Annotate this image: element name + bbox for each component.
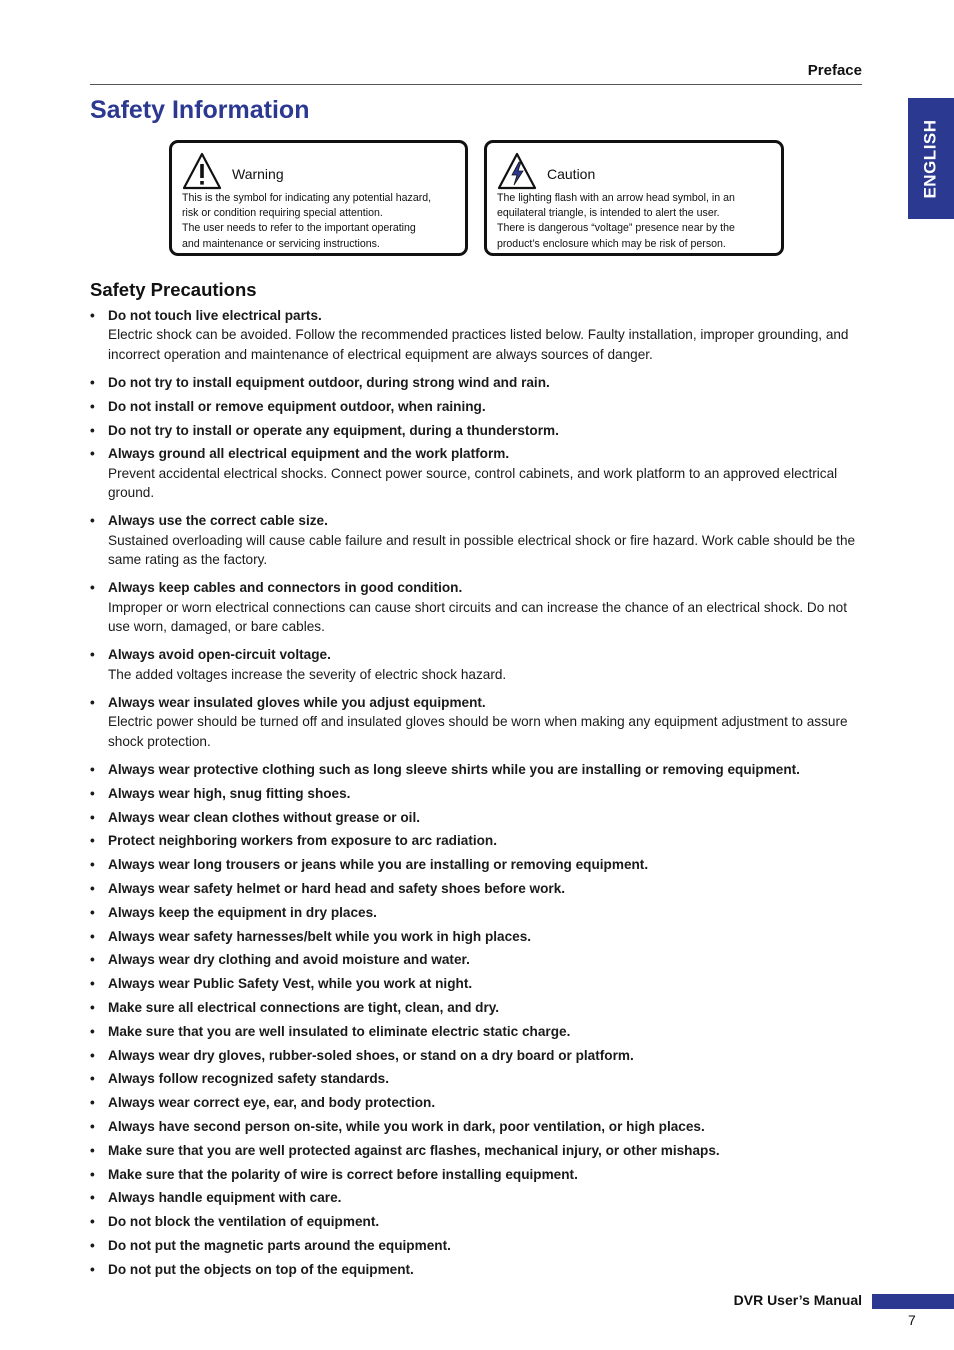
- precautions-list: [90, 306, 870, 1284]
- precaution-item: [90, 1236, 870, 1255]
- precaution-title: • Always wear dry clothing and avoid moisture and water.: [108, 952, 470, 968]
- warning-title: Warning: [232, 166, 284, 182]
- precaution-item: [90, 1046, 870, 1065]
- precaution-item: [90, 1141, 870, 1160]
- precaution-title: • Always keep the equipment in dry places.: [108, 904, 377, 920]
- precaution-item: [90, 760, 870, 779]
- precaution-item: [90, 974, 870, 993]
- precaution-description: The added voltages increase the severity of electric shock hazard.: [108, 666, 507, 682]
- precaution-item: [90, 1260, 870, 1279]
- precaution-title: • Protect neighboring workers from exposure to arc radiation.: [108, 833, 498, 849]
- precaution-title: • Make sure that the polarity of wire is correct before installing equipment.: [108, 1166, 578, 1182]
- precaution-description: Electric shock can be avoided. Follow the recommended practices listed below. Faulty installation, improper grounding, and incorrect operation and maintenance of electrical equipment are always sources of danger.: [108, 327, 849, 362]
- precaution-title: • Make sure that you are well protected against arc flashes, mechanical injury, or other mishaps.: [108, 1142, 720, 1158]
- precaution-title: • Always follow recognized safety standards.: [108, 1071, 390, 1087]
- precaution-title: • Always use the correct cable size.: [108, 513, 328, 529]
- precaution-description: Prevent accidental electrical shocks. Connect power source, control cabinets, and work platform to an approved electrical ground.: [108, 465, 838, 501]
- precaution-item: [90, 1069, 870, 1088]
- precaution-item: [90, 421, 870, 440]
- precaution-title: • Always wear safety helmet or hard head and safety shoes before work.: [108, 881, 566, 897]
- precaution-item: [90, 903, 870, 922]
- manual-title: DVR User’s Manual: [733, 1292, 862, 1308]
- precaution-item: [90, 1117, 870, 1136]
- precaution-item: [90, 511, 870, 569]
- page-title: Safety Information: [90, 96, 310, 124]
- precaution-title: • Do not try to install or operate any equipment, during a thunderstorm.: [108, 422, 559, 438]
- precaution-title: • Always wear dry gloves, rubber-soled shoes, or stand on a dry board or platform.: [108, 1047, 634, 1063]
- precaution-title: • Do not try to install equipment outdoor, during strong wind and rain.: [108, 375, 550, 391]
- header-section: [90, 62, 862, 85]
- precaution-item: [90, 950, 870, 969]
- precaution-title: • Always wear high, snug fitting shoes.: [108, 785, 351, 801]
- precaution-title: • Always handle equipment with care.: [108, 1190, 342, 1206]
- precaution-item: [90, 1093, 870, 1112]
- precaution-item: [90, 831, 870, 850]
- precaution-item: [90, 1165, 870, 1184]
- precaution-title: • Always ground all electrical equipment and the work platform.: [108, 446, 510, 462]
- precaution-item: [90, 1188, 870, 1207]
- precaution-title: • Always wear clean clothes without grease or oil.: [108, 809, 420, 825]
- precaution-item: [90, 855, 870, 874]
- precaution-item: [90, 998, 870, 1017]
- precaution-description: Improper or worn electrical connections can cause short circuits and can increase the chance of an electrical shock. Do not use worn, damaged, or bare cables.: [108, 599, 847, 635]
- precaution-item: [90, 645, 870, 684]
- precaution-title: • Always wear protective clothing such as long sleeve shirts while you are installing or removing equipment.: [108, 762, 800, 778]
- precaution-item: [90, 306, 870, 364]
- precautions-heading: Safety Precautions: [90, 279, 257, 300]
- precaution-title: • Always wear long trousers or jeans while you are installing or removing equipment.: [108, 857, 649, 873]
- precaution-item: [90, 927, 870, 946]
- caution-title: Caution: [547, 166, 596, 182]
- warning-notice: [169, 140, 468, 256]
- precaution-item: [90, 373, 870, 392]
- warning-text: This is the symbol for indicating any potential hazard, risk or condition requiring special attention. The user needs to refer to the important operating and maintenance or servicing instructions.: [182, 192, 432, 250]
- precaution-item: [90, 1022, 870, 1041]
- section-label: Preface: [807, 62, 862, 79]
- language-tab: [908, 98, 954, 219]
- precaution-item: [90, 444, 870, 502]
- precaution-item: [90, 693, 870, 751]
- precaution-title: • Make sure that you are well insulated to eliminate electric static charge.: [108, 1023, 571, 1039]
- precaution-title: • Always wear Public Safety Vest, while you work at night.: [108, 976, 473, 992]
- precaution-item: [90, 1212, 870, 1231]
- caution-notice: [484, 140, 784, 256]
- page-number: 7: [908, 1312, 916, 1328]
- precaution-title: • Always wear correct eye, ear, and body protection.: [108, 1095, 436, 1111]
- precaution-item: [90, 397, 870, 416]
- footer-bar: [872, 1294, 954, 1309]
- precaution-title: • Always keep cables and connectors in good condition.: [108, 580, 463, 596]
- precaution-description: Electric power should be turned off and insulated gloves should be worn when making any equipment adjustment to assure shock protection.: [108, 714, 848, 749]
- exclamation-triangle-icon: [182, 152, 222, 190]
- precaution-title: • Make sure all electrical connections are tight, clean, and dry.: [108, 1000, 500, 1016]
- precaution-item: [90, 784, 870, 803]
- precaution-title: • Do not put the magnetic parts around the equipment.: [108, 1238, 451, 1254]
- precaution-title: • Do not put the objects on top of the equipment.: [108, 1261, 414, 1277]
- precaution-title: • Always have second person on-site, while you work in dark, poor ventilation, or high places.: [108, 1119, 705, 1135]
- precaution-item: [90, 879, 870, 898]
- precaution-description: Sustained overloading will cause cable failure and result in possible electrical shock or fire hazard. Work cable should be the same rating as the factory.: [108, 532, 856, 568]
- precaution-item: [90, 578, 870, 636]
- precaution-item: [90, 808, 870, 827]
- caution-text: The lighting flash with an arrow head symbol, in an equilateral triangle, is intended to alert the user. There is dangerous “voltage” presence near by the product’s enclosure which may be risk of person.: [497, 192, 735, 250]
- precaution-title: • Do not block the ventilation of equipment.: [108, 1214, 380, 1230]
- precaution-title: • Do not install or remove equipment outdoor, when raining.: [108, 398, 486, 414]
- precaution-title: • Do not touch live electrical parts.: [108, 308, 322, 323]
- precaution-title: • Always wear insulated gloves while you adjust equipment.: [108, 695, 486, 711]
- lightning-triangle-icon: [497, 152, 537, 190]
- language-tab-label: ENGLISH: [921, 118, 940, 199]
- precaution-title: • Always avoid open-circuit voltage.: [108, 647, 331, 663]
- precaution-title: • Always wear safety harnesses/belt while you work in high places.: [108, 928, 532, 944]
